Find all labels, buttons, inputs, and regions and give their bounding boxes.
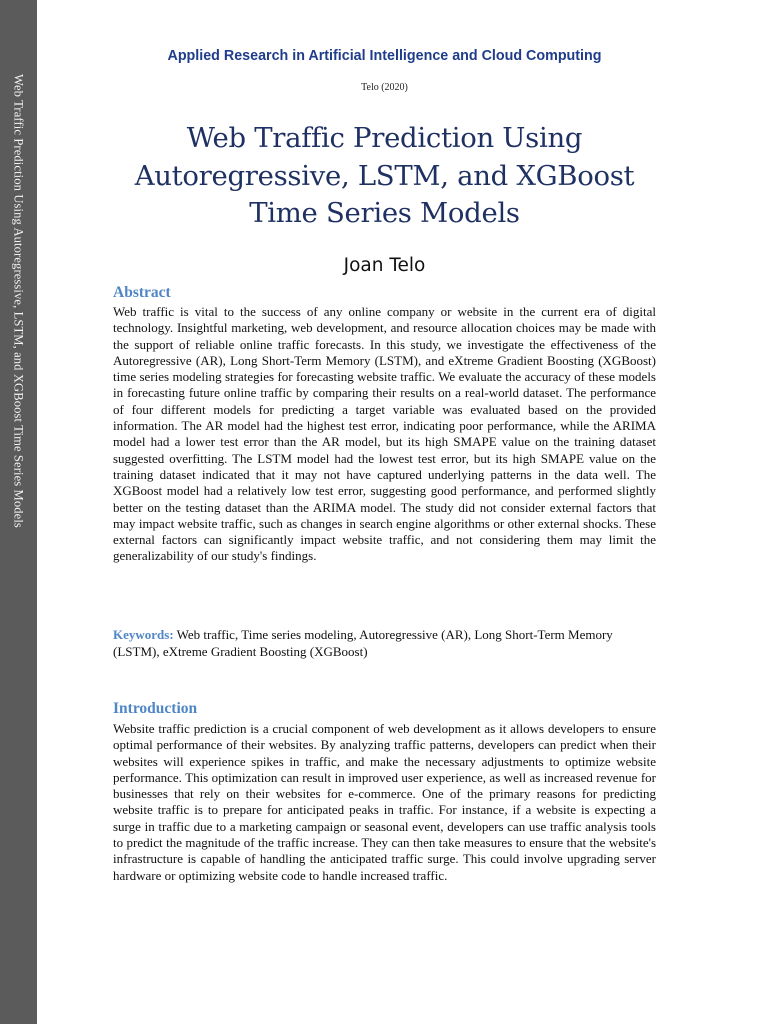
introduction-text: Website traffic prediction is a crucial component of web development as it allows developers to ensure optimal performance of their websites. By analyzing traffic patterns, developers can predict when their websites will experience spikes in traffic, and make the necessary adjustments to optimize website performance. This optimization can result in improved user experience, as well as increased revenue for businesses that rely on their websites for e-commerce. One of the primary reasons for predicting website traffic is to prepare for anticipated peaks in traffic. For instance, if a website is expecting a surge in traffic due to a marketing campaign or seasonal event, developers can use traffic analysis tools to predict the magnitude of the traffic increase. They can then take measures to ensure that the website's infrastructure is capable of handling the anticipated traffic surge. This could involve upgrading server hardware or optimizing website code to handle increased traffic. (113, 721, 656, 883)
keywords-text: Web traffic, Time series modeling, Autoregressive (AR), Long Short-Term Memory (LSTM), eXtreme Gradient Boosting (XGBoost) (113, 627, 613, 659)
journal-name: Applied Research in Artificial Intelligence and Cloud Computing (167, 48, 602, 64)
side-band (0, 0, 37, 1024)
keywords (113, 627, 656, 660)
side-running-title: Web Traffic Prediction Using Autoregressive, LSTM, and XGBoost Time Series Models (11, 74, 26, 528)
abstract-heading: Abstract (113, 284, 171, 301)
keywords-label: Keywords: (113, 627, 174, 642)
abstract-text: Web traffic is vital to the success of any online company or website in the current era of digital technology. Insightful marketing, web development, and resource allocation choices may be made with the support of reliable online traffic forecasts. In this study, we investigate the effectiveness of the Autoregressive (AR), Long Short-Term Memory (LSTM), and eXtreme Gradient Boosting (XGBoost) time series modeling strategies for forecasting website traffic. We evaluate the accuracy of these models in forecasting future online traffic by comparing their results on a real-world dataset. The performance of four different models for predicting a target variable was evaluated based on the provided information. The AR model had the highest test error, indicating poor performance, while the ARIMA model had a lower test error than the AR model, but its high SMAPE value on the training dataset suggested overfitting. The LSTM model had the lowest test error, but its high SMAPE value on the training dataset indicated that it may not have captured underlying patterns in the data well. The XGBoost model had a relatively low test error, suggesting good performance, and performed slightly better on the testing dataset than the ARIMA model. The study did not consider external factors that may impact website traffic, such as changes in search engine algorithms or other external shocks. These external factors can significantly impact website traffic, and not considering them may limit the generalizability of our study's findings. (113, 304, 656, 564)
author-name: Joan Telo (343, 255, 426, 276)
paper-title: Web Traffic Prediction Using Autoregressive, LSTM, and XGBoost Time Series Models (134, 122, 635, 229)
introduction-heading: Introduction (113, 700, 198, 717)
citation: Telo (2020) (361, 82, 408, 93)
